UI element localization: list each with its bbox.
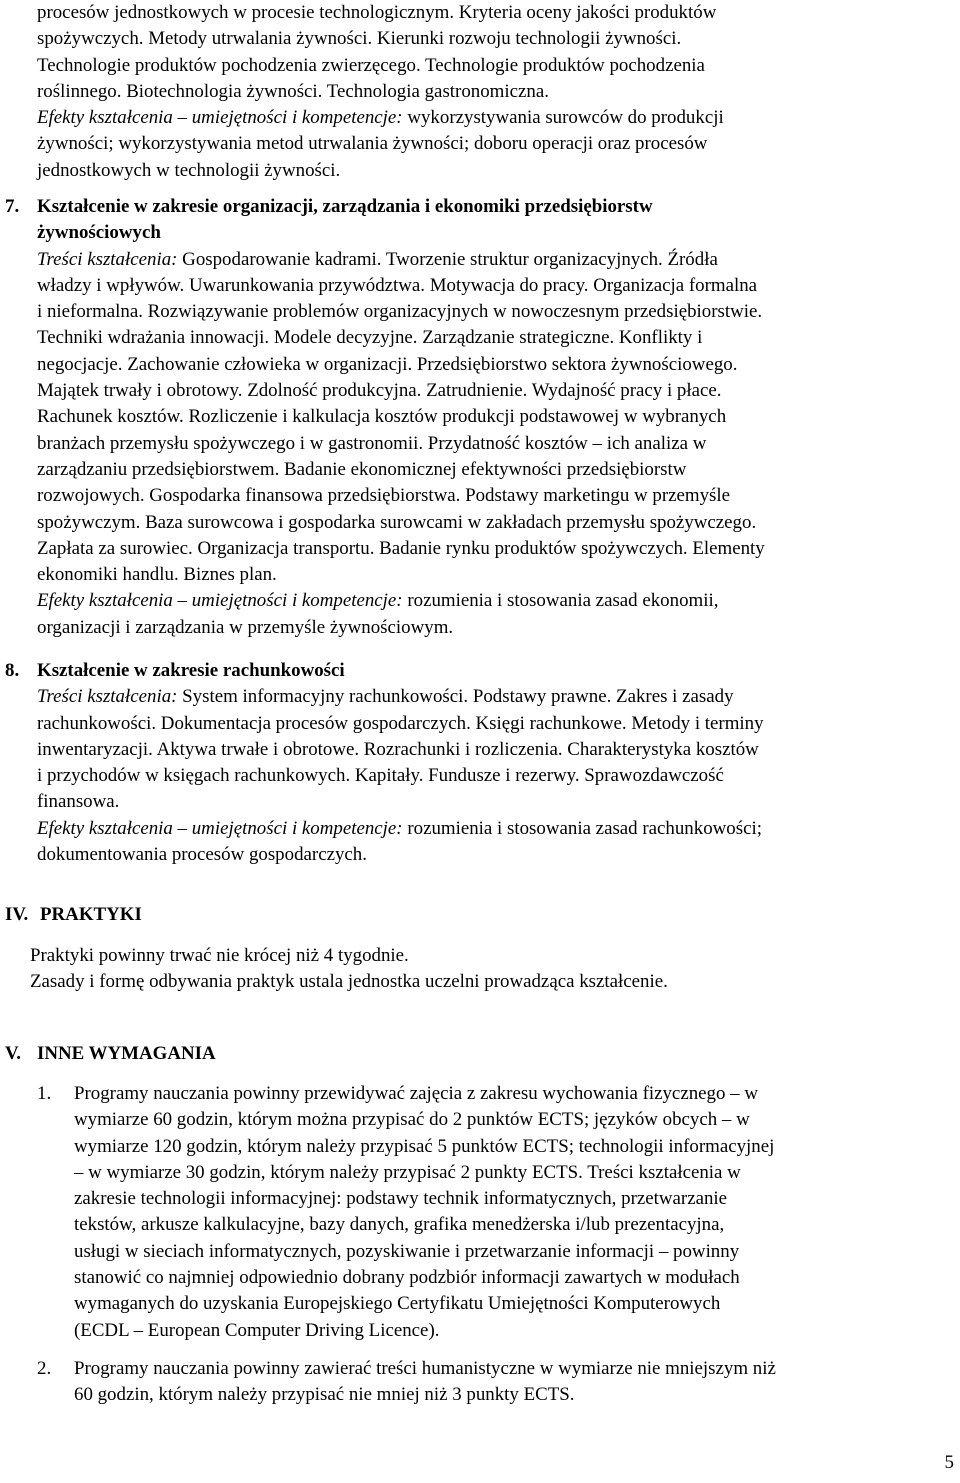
efekty-label: Efekty kształcenia – umiejętności i kompetencje: bbox=[37, 817, 403, 839]
text-line: usługi w sieciach informatycznych, pozyskiwanie i przetwarzanie informacji – powinny bbox=[74, 1240, 740, 1262]
text-span: rozumienia i stosowania zasad rachunkowości; bbox=[407, 817, 762, 839]
efekty-line bbox=[37, 816, 956, 842]
text-line: spożywczym. Baza surowcowa i gospodarka surowcami w zakładach przemysłu spożywczego. bbox=[37, 511, 757, 533]
efekty-line bbox=[37, 105, 956, 131]
efekty-line bbox=[37, 588, 956, 614]
text-line: negocjacje. Zachowanie człowieka w organizacji. Przedsiębiorstwo sektora żywnościowego. bbox=[37, 353, 738, 375]
text-line: roślinnego. Biotechnologia żywności. Technologia gastronomiczna. bbox=[37, 80, 549, 102]
text-line: finansowa. bbox=[37, 791, 120, 813]
text-line: stanowić co najmniej odpowiednio dobrany podzbiór informacji zawartych w modułach bbox=[74, 1267, 740, 1289]
page-number: 5 bbox=[944, 1452, 954, 1473]
text-span: Gospodarowanie kadrami. Tworzenie struktur organizacyjnych. Źródła bbox=[182, 248, 718, 270]
intro-paragraph bbox=[37, 0, 956, 184]
text-line: i nieformalna. Rozwiązywanie problemów organizacyjnych w nowoczesnym przedsiębiorstwie. bbox=[37, 301, 763, 323]
list-item-2-number: 2. bbox=[37, 1358, 52, 1379]
section-5-number: V. bbox=[5, 1043, 21, 1064]
tresci-label: Treści kształcenia: bbox=[37, 248, 178, 270]
text-span: System informacyjny rachunkowości. Podstawy prawne. Zakres i zasady bbox=[182, 686, 734, 708]
text-line: Zasady i formę odbywania praktyk ustala jednostka uczelni prowadząca kształcenie. bbox=[30, 971, 668, 993]
text-line: władzy i wpływów. Uwarunkowania przywództwa. Motywacja do pracy. Organizacja formalna bbox=[37, 274, 758, 296]
text-line: jednostkowych w technologii żywności. bbox=[37, 159, 341, 181]
section-5-title: INNE WYMAGANIA bbox=[37, 1043, 216, 1064]
text-line: Programy nauczania powinny przewidywać zajęcia z zakresu wychowania fizycznego – w bbox=[74, 1083, 758, 1104]
tresci-line bbox=[37, 684, 956, 710]
list-item-1-number: 1. bbox=[37, 1083, 52, 1104]
item-7-block bbox=[37, 194, 956, 641]
tresci-line bbox=[37, 247, 956, 273]
text-line: tekstów, arkusze kalkulacyjne, bazy danych, grafika menedżerska i/lub prezentacyjna, bbox=[74, 1214, 725, 1236]
section-4-title: PRAKTYKI bbox=[40, 904, 142, 925]
item-7-number: 7. bbox=[5, 196, 20, 217]
text-line: branżach przemysłu spożywczego i w gastronomii. Przydatność kosztów – ich analiza w bbox=[37, 432, 707, 454]
section-4-body bbox=[30, 943, 930, 996]
text-line: ekonomiki handlu. Biznes plan. bbox=[37, 564, 277, 586]
text-line: zarządzaniu przedsiębiorstwem. Badanie ekonomicznej efektywności przedsiębiorstw bbox=[37, 458, 687, 480]
text-line: Technologie produktów pochodzenia zwierzęcego. Technologie produktów pochodzenia bbox=[37, 54, 705, 76]
text-line: (ECDL – European Computer Driving Licence). bbox=[74, 1319, 440, 1341]
text-line: Programy nauczania powinny zawierać treści humanistyczne w wymiarze nie mniejszym niż bbox=[74, 1358, 776, 1379]
text-line: zakresie technologii informacyjnej: podstawy technik informatycznych, przetwarzanie bbox=[74, 1188, 728, 1210]
text-line: wymaganych do uzyskania Europejskiego Certyfikatu Umiejętności Komputerowych bbox=[74, 1293, 721, 1315]
text-line: Praktyki powinny trwać nie krócej niż 4 tygodnie. bbox=[30, 945, 409, 966]
text-line: Techniki wdrażania innowacji. Modele decyzyjne. Zarządzanie strategiczne. Konflikty i bbox=[37, 327, 703, 349]
text-span: rozumienia i stosowania zasad ekonomii, bbox=[407, 590, 719, 612]
text-line: rachunkowości. Dokumentacja procesów gospodarczych. Księgi rachunkowe. Metody i terminy bbox=[37, 712, 764, 734]
text-line: i przychodów w księgach rachunkowych. Kapitały. Fundusze i rezerwy. Sprawozdawczość bbox=[37, 765, 724, 787]
tresci-label: Treści kształcenia: bbox=[37, 686, 178, 708]
efekty-label: Efekty kształcenia – umiejętności i kompetencje: bbox=[37, 590, 403, 612]
text-line: Majątek trwały i obrotowy. Zdolność produkcyjna. Zatrudnienie. Wydajność pracy i płace. bbox=[37, 380, 722, 402]
item-7-title-cont: żywnościowych bbox=[37, 222, 161, 244]
text-line: 60 godzin, którym należy przypisać nie mniej niż 3 punkty ECTS. bbox=[74, 1384, 575, 1406]
text-line: spożywczych. Metody utrwalania żywności. Kierunki rozwoju technologii żywności. bbox=[37, 28, 682, 50]
text-line: organizacji i zarządzania w przemyśle żywnościowym. bbox=[37, 616, 454, 638]
text-line: inwentaryzacji. Aktywa trwałe i obrotowe. Rozrachunki i rozliczenia. Charakterystyka kosztów bbox=[37, 738, 759, 760]
efekty-label: Efekty kształcenia – umiejętności i kompetencje: bbox=[37, 107, 403, 129]
section-4-number: IV. bbox=[5, 904, 29, 925]
text-line: Rachunek kosztów. Rozliczenie i kalkulacja kosztów produkcji podstawowej w wybranych bbox=[37, 406, 727, 428]
item-8-block bbox=[37, 658, 956, 868]
text-line: procesów jednostkowych w procesie technologicznym. Kryteria oceny jakości produktów bbox=[37, 2, 717, 23]
text-line: wymiarze 120 godzin, którym należy przypisać 5 punktów ECTS; technologii informacyjnej bbox=[74, 1135, 775, 1157]
item-8-title: Kształcenie w zakresie rachunkowości bbox=[37, 660, 345, 681]
list-item-1 bbox=[74, 1081, 956, 1344]
text-span: wykorzystywania surowców do produkcji bbox=[407, 107, 724, 129]
item-7-title: Kształcenie w zakresie organizacji, zarządzania i ekonomiki przedsiębiorstw bbox=[37, 196, 653, 217]
list-item-2 bbox=[74, 1356, 956, 1409]
text-line: wymiarze 60 godzin, którym można przypisać do 2 punktów ECTS; języków obcych – w bbox=[74, 1109, 750, 1131]
item-8-number: 8. bbox=[5, 660, 20, 681]
text-line: – w wymiarze 30 godzin, którym należy przypisać 2 punkty ECTS. Treści kształcenia w bbox=[74, 1161, 741, 1183]
text-line: rozwojowych. Gospodarka finansowa przedsiębiorstwa. Podstawy marketingu w przemyśle bbox=[37, 485, 731, 507]
text-line: dokumentowania procesów gospodarczych. bbox=[37, 844, 367, 866]
text-line: żywności; wykorzystywania metod utrwalania żywności; doboru operacji oraz procesów bbox=[37, 133, 708, 155]
text-line: Zapłata za surowiec. Organizacja transportu. Badanie rynku produktów spożywczych. Elementy bbox=[37, 537, 765, 559]
